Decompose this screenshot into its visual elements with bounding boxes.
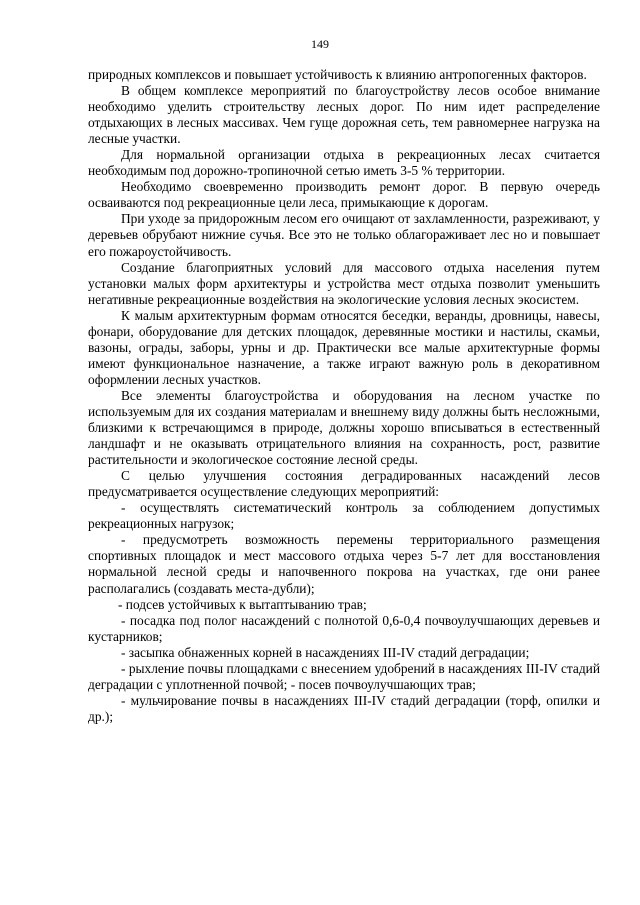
paragraph: В общем комплексе мероприятий по благоустройству лесов особое внимание необходимо уделить строительству лесных дорог. По ним идет распределение отдыхающих в лесных массивах. Чем гуще дорожная сеть, тем равномернее нагрузка на лесные участки. xyxy=(88,83,600,147)
list-item: - рыхление почвы площадками с внесением удобрений в насаждениях III-IV стадий деградации с уплотненной почвой; - посев почвоулучшающих трав; xyxy=(88,660,600,692)
list-item: - осуществлять систематический контроль за соблюдением допустимых рекреационных нагрузок; xyxy=(88,500,600,532)
paragraph: С целью улучшения состояния деградированных насаждений лесов предусматривается осуществление следующих мероприятий: xyxy=(88,468,600,500)
body-text xyxy=(88,67,600,725)
list-item: - подсев устойчивых к вытаптыванию трав; xyxy=(118,596,367,612)
list-item: - посадка под полог насаждений с полнотой 0,6-0,4 почвоулучшающих деревьев и кустарников; xyxy=(88,612,600,644)
paragraph: К малым архитектурным формам относятся беседки, веранды, дровницы, навесы, фонари, оборудование для детских площадок, деревянные мостики и настилы, скамьи, вазоны, ограды, заборы, урны и др. Практически все малые архитектурные формы имеют функциональное назначение, а также играют важную роль в декоративном оформлении лесных участков. xyxy=(88,307,600,387)
paragraph: При уходе за придорожным лесом его очищают от захламленности, разреживают, у деревьев обрубают нижние сучья. Все это не только облагораживает лес но и повышает его пожароустойчивость. xyxy=(88,211,600,259)
page-number: 149 xyxy=(311,37,329,51)
list-item: - предусмотреть возможность перемены территориального размещения спортивных площадок и мест массового отдыха через 5-7 лет для восстановления нормальной лесной среды и напочвенного покрова на участках, где они ранее располагались (создавать места-дубли); xyxy=(88,532,600,596)
paragraph: Необходимо своевременно производить ремонт дорог. В первую очередь осваиваются под рекреационные цели леса, примыкающие к дорогам. xyxy=(88,179,600,211)
paragraph: Создание благоприятных условий для массового отдыха населения путем установки малых форм архитектуры и устройства мест отдыха позволит уменьшить негативные рекреационные воздействия на экологические условия лесных экосистем. xyxy=(88,259,600,307)
paragraph: Все элементы благоустройства и оборудования на лесном участке по используемым для их создания материалам и внешнему виду должны быть несложными, близкими к встречающимся в природе, должны хорошо вписываться в естественный ландшафт и не оказывать отрицательного влияния на сохранность, рост, развитие растительности и экологическое состояние лесной среды. xyxy=(88,387,600,468)
paragraph: природных комплексов и повышает устойчивость к влиянию антропогенных факторов. xyxy=(88,67,587,82)
list-item: - мульчирование почвы в насаждениях III-IV стадий деградации (торф, опилки и др.); xyxy=(88,692,600,724)
list-item: - засыпка обнаженных корней в насаждениях III-IV стадий деградации; xyxy=(121,644,530,660)
paragraph: Для нормальной организации отдыха в рекреационных лесах считается необходимым под дорожно-тропиночной сетью иметь 3-5 % территории. xyxy=(88,147,600,179)
